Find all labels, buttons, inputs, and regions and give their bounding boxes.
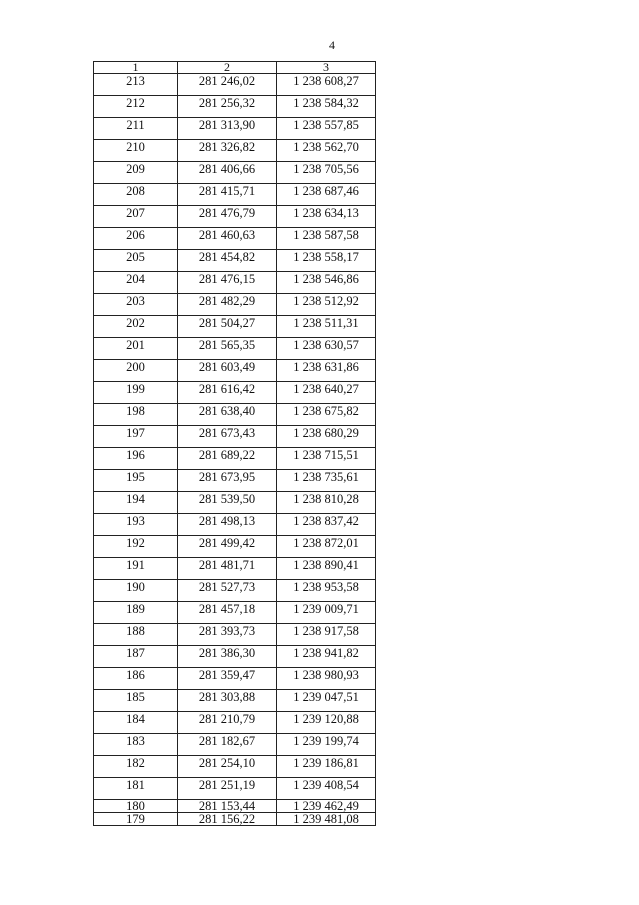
point-number-cell: 193 [94,514,178,536]
point-number-cell: 201 [94,338,178,360]
point-number-cell: 203 [94,294,178,316]
point-number-cell: 211 [94,118,178,140]
point-number-cell: 207 [94,206,178,228]
x-coordinate-cell: 281 313,90 [178,118,277,140]
x-coordinate-cell: 281 182,67 [178,734,277,756]
y-coordinate-cell: 1 238 608,27 [277,74,376,96]
y-coordinate-cell: 1 238 546,86 [277,272,376,294]
y-coordinate-cell: 1 238 705,56 [277,162,376,184]
y-coordinate-cell: 1 238 512,92 [277,294,376,316]
point-number-cell: 183 [94,734,178,756]
table-row [94,800,376,813]
y-coordinate-cell: 1 238 953,58 [277,580,376,602]
point-number-cell: 190 [94,580,178,602]
table-row [94,580,376,602]
x-coordinate-cell: 281 303,88 [178,690,277,712]
point-number-cell: 182 [94,756,178,778]
point-number-cell: 189 [94,602,178,624]
table-row [94,536,376,558]
point-number-cell: 196 [94,448,178,470]
point-number-cell: 185 [94,690,178,712]
point-number-cell: 181 [94,778,178,800]
point-number-cell: 188 [94,624,178,646]
table-row [94,712,376,734]
point-number-cell: 184 [94,712,178,734]
x-coordinate-cell: 281 156,22 [178,813,277,826]
y-coordinate-cell: 1 238 735,61 [277,470,376,492]
x-coordinate-cell: 281 539,50 [178,492,277,514]
point-number-cell: 198 [94,404,178,426]
x-coordinate-cell: 281 386,30 [178,646,277,668]
point-number-cell: 210 [94,140,178,162]
x-coordinate-cell: 281 527,73 [178,580,277,602]
y-coordinate-cell: 1 238 634,13 [277,206,376,228]
column-header-3: 3 [277,62,376,74]
table-row [94,756,376,778]
table-row [94,118,376,140]
table-row [94,228,376,250]
table-row [94,294,376,316]
point-number-cell: 192 [94,536,178,558]
point-number-cell: 186 [94,668,178,690]
point-number-cell: 212 [94,96,178,118]
table-row [94,74,376,96]
table-row [94,316,376,338]
y-coordinate-cell: 1 238 675,82 [277,404,376,426]
x-coordinate-cell: 281 254,10 [178,756,277,778]
table-row [94,668,376,690]
x-coordinate-cell: 281 393,73 [178,624,277,646]
point-number-cell: 200 [94,360,178,382]
x-coordinate-cell: 281 210,79 [178,712,277,734]
y-coordinate-cell: 1 239 408,54 [277,778,376,800]
y-coordinate-cell: 1 238 917,58 [277,624,376,646]
table-row [94,360,376,382]
x-coordinate-cell: 281 476,79 [178,206,277,228]
y-coordinate-cell: 1 238 584,32 [277,96,376,118]
table-row [94,778,376,800]
table-row [94,250,376,272]
y-coordinate-cell: 1 238 980,93 [277,668,376,690]
table-row [94,624,376,646]
y-coordinate-cell: 1 238 640,27 [277,382,376,404]
x-coordinate-cell: 281 251,19 [178,778,277,800]
table-row [94,382,376,404]
coordinates-table [93,61,376,826]
point-number-cell: 204 [94,272,178,294]
y-coordinate-cell: 1 238 687,46 [277,184,376,206]
y-coordinate-cell: 1 238 715,51 [277,448,376,470]
table-row [94,426,376,448]
x-coordinate-cell: 281 482,29 [178,294,277,316]
x-coordinate-cell: 281 153,44 [178,800,277,813]
table-row [94,140,376,162]
column-header-2: 2 [178,62,277,74]
y-coordinate-cell: 1 239 120,88 [277,712,376,734]
y-coordinate-cell: 1 239 481,08 [277,813,376,826]
x-coordinate-cell: 281 638,40 [178,404,277,426]
y-coordinate-cell: 1 238 837,42 [277,514,376,536]
point-number-cell: 180 [94,800,178,813]
table-row [94,272,376,294]
y-coordinate-cell: 1 238 511,31 [277,316,376,338]
table-row [94,813,376,826]
x-coordinate-cell: 281 460,63 [178,228,277,250]
table-row [94,514,376,536]
point-number-cell: 213 [94,74,178,96]
y-coordinate-cell: 1 238 630,57 [277,338,376,360]
point-number-cell: 187 [94,646,178,668]
x-coordinate-cell: 281 673,43 [178,426,277,448]
y-coordinate-cell: 1 238 890,41 [277,558,376,580]
y-coordinate-cell: 1 239 462,49 [277,800,376,813]
x-coordinate-cell: 281 326,82 [178,140,277,162]
point-number-cell: 179 [94,813,178,826]
y-coordinate-cell: 1 238 631,86 [277,360,376,382]
point-number-cell: 194 [94,492,178,514]
x-coordinate-cell: 281 603,49 [178,360,277,382]
table-row [94,558,376,580]
table-row [94,690,376,712]
x-coordinate-cell: 281 359,47 [178,668,277,690]
table-row [94,206,376,228]
table-header-row [94,62,376,74]
table-row [94,470,376,492]
point-number-cell: 199 [94,382,178,404]
point-number-cell: 206 [94,228,178,250]
x-coordinate-cell: 281 616,42 [178,382,277,404]
table-row [94,448,376,470]
x-coordinate-cell: 281 673,95 [178,470,277,492]
page-number: 4 [329,38,335,52]
column-header-1: 1 [94,62,178,74]
x-coordinate-cell: 281 256,32 [178,96,277,118]
y-coordinate-cell: 1 238 562,70 [277,140,376,162]
point-number-cell: 197 [94,426,178,448]
x-coordinate-cell: 281 457,18 [178,602,277,624]
x-coordinate-cell: 281 246,02 [178,74,277,96]
y-coordinate-cell: 1 238 872,01 [277,536,376,558]
point-number-cell: 202 [94,316,178,338]
x-coordinate-cell: 281 454,82 [178,250,277,272]
y-coordinate-cell: 1 238 810,28 [277,492,376,514]
y-coordinate-cell: 1 238 680,29 [277,426,376,448]
y-coordinate-cell: 1 239 047,51 [277,690,376,712]
x-coordinate-cell: 281 415,71 [178,184,277,206]
y-coordinate-cell: 1 238 941,82 [277,646,376,668]
y-coordinate-cell: 1 238 558,17 [277,250,376,272]
x-coordinate-cell: 281 689,22 [178,448,277,470]
y-coordinate-cell: 1 239 186,81 [277,756,376,778]
table-body [94,74,376,826]
point-number-cell: 209 [94,162,178,184]
y-coordinate-cell: 1 239 199,74 [277,734,376,756]
y-coordinate-cell: 1 238 587,58 [277,228,376,250]
table-row [94,404,376,426]
table-row [94,96,376,118]
y-coordinate-cell: 1 238 557,85 [277,118,376,140]
point-number-cell: 205 [94,250,178,272]
y-coordinate-cell: 1 239 009,71 [277,602,376,624]
point-number-cell: 191 [94,558,178,580]
x-coordinate-cell: 281 499,42 [178,536,277,558]
point-number-cell: 208 [94,184,178,206]
table-row [94,338,376,360]
table-row [94,162,376,184]
x-coordinate-cell: 281 498,13 [178,514,277,536]
x-coordinate-cell: 281 481,71 [178,558,277,580]
x-coordinate-cell: 281 504,27 [178,316,277,338]
x-coordinate-cell: 281 406,66 [178,162,277,184]
table-row [94,646,376,668]
table-row [94,492,376,514]
x-coordinate-cell: 281 565,35 [178,338,277,360]
table-row [94,602,376,624]
x-coordinate-cell: 281 476,15 [178,272,277,294]
table-row [94,734,376,756]
point-number-cell: 195 [94,470,178,492]
table-row [94,184,376,206]
